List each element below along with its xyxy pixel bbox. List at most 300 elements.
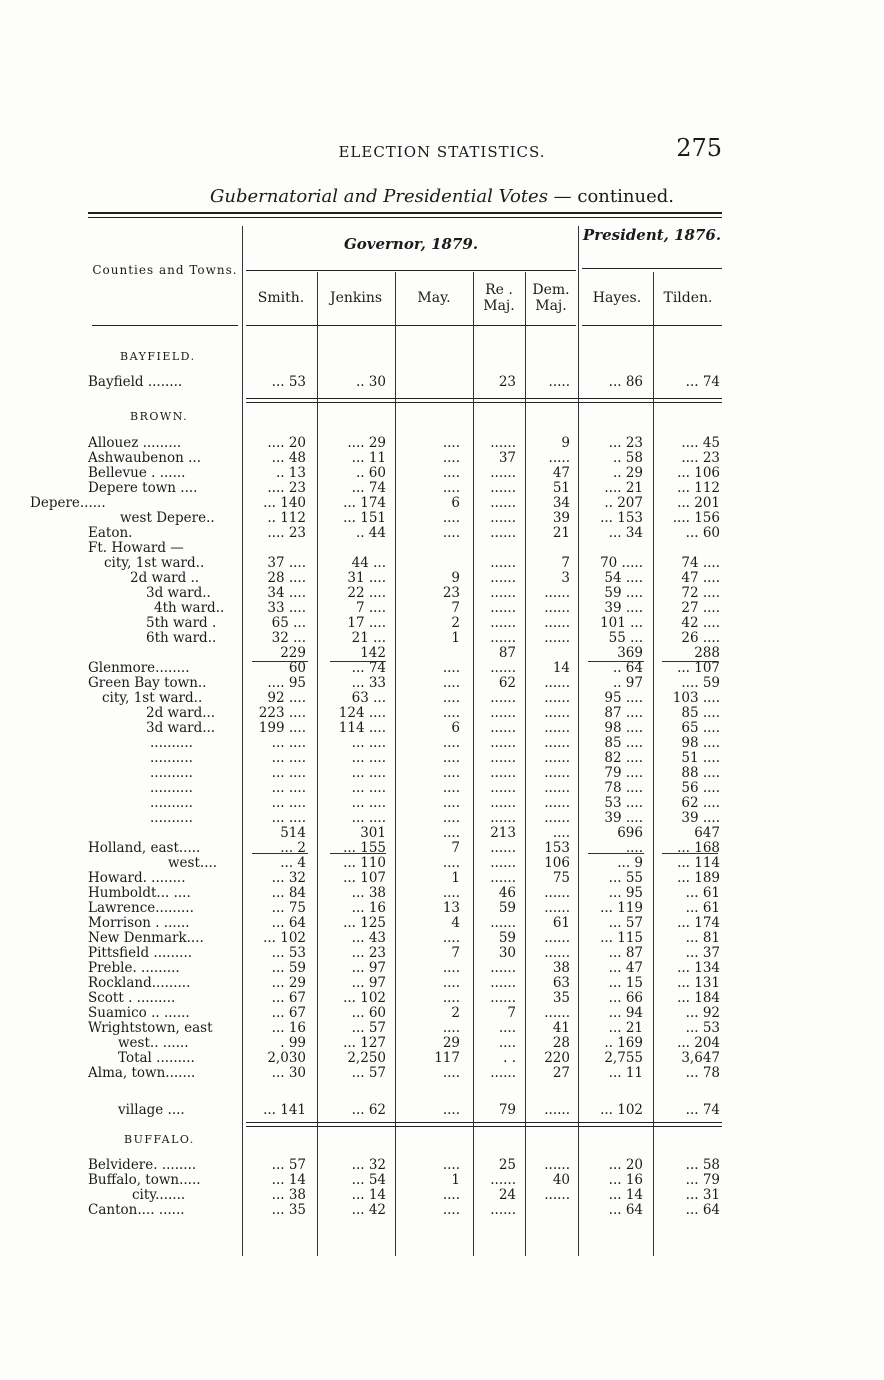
table-row — [0, 466, 884, 481]
cell-tilden: ... 174 — [677, 915, 720, 931]
cell-dem: 27 — [552, 1065, 570, 1081]
row-label: Alma, town....... — [88, 1065, 196, 1081]
cell-dem: ...... — [544, 930, 570, 946]
col-header-governor: Governor, 1879. — [343, 235, 479, 253]
cell-jenkins: 17 .... — [347, 615, 386, 631]
cell-hayes: ... 14 — [608, 1187, 643, 1203]
cell-tilden: ... 79 — [685, 1172, 720, 1188]
col-header-smith: Smith. — [257, 290, 305, 306]
cell-jenkins: ... 127 — [343, 1035, 386, 1051]
cell-tilden: ... 184 — [677, 990, 720, 1006]
cell-may: 2 — [451, 615, 460, 631]
cell-rep: ...... — [490, 750, 516, 766]
cell-dem: ...... — [544, 765, 570, 781]
cell-smith: ... 4 — [280, 855, 306, 871]
cell-may: 29 — [442, 1035, 460, 1051]
cell-rep: ...... — [490, 720, 516, 736]
table-row — [0, 1006, 884, 1021]
cell-may: .... — [442, 1202, 460, 1218]
cell-tilden: ... 106 — [677, 465, 720, 481]
cell-may: 23 — [442, 585, 460, 601]
cell-may: .... — [442, 675, 460, 691]
table-subtitle — [0, 186, 884, 207]
cell-hayes: ... 87 — [608, 945, 643, 961]
cell-smith: ... 59 — [271, 960, 306, 976]
cell-rep: ...... — [490, 525, 516, 541]
cell-jenkins: ... 97 — [351, 960, 386, 976]
row-label: Howard. ........ — [88, 870, 186, 886]
cell-may: 6 — [451, 720, 460, 736]
cell-may: 1 — [451, 1172, 460, 1188]
cell-rep: ...... — [490, 780, 516, 796]
cell-tilden: 47 .... — [681, 570, 720, 586]
cell-tilden: 56 .... — [681, 780, 720, 796]
row-label: 2d ward .. — [130, 570, 200, 586]
cell-tilden: ... 31 — [685, 1187, 720, 1203]
row-label: Morrison . ...... — [88, 915, 190, 931]
table-row — [0, 601, 884, 616]
row-label: city, 1st ward.. — [104, 555, 205, 571]
cell-jenkins: ... 174 — [343, 495, 386, 511]
cell-hayes: ... 21 — [608, 1020, 643, 1036]
table-row — [0, 916, 884, 931]
cell-hayes: 87 .... — [604, 705, 643, 721]
col-header-hayes: Hayes. — [592, 290, 642, 306]
table-row — [0, 375, 884, 390]
cell-smith: 32 ... — [271, 630, 306, 646]
table-row — [0, 841, 884, 856]
cell-rep: ...... — [490, 480, 516, 496]
cell-hayes: ... 34 — [608, 525, 643, 541]
cell-hayes: 369 — [617, 645, 643, 661]
cell-smith: ... 64 — [271, 915, 306, 931]
cell-tilden: ... 112 — [677, 480, 720, 496]
cell-jenkins: 63 ... — [351, 690, 386, 706]
table-row — [0, 541, 884, 556]
cell-jenkins: ... .... — [351, 750, 386, 766]
cell-hayes: ... 115 — [600, 930, 643, 946]
cell-jenkins: 21 ... — [351, 630, 386, 646]
cell-may: .... — [442, 705, 460, 721]
top-rule — [88, 212, 722, 214]
table-row — [0, 646, 884, 661]
cell-dem: ...... — [544, 720, 570, 736]
cell-smith: 229 — [280, 645, 306, 661]
cell-hayes: ... 95 — [608, 885, 643, 901]
subtitle-continued: — continued. — [553, 186, 674, 207]
cell-dem: ...... — [544, 690, 570, 706]
cell-tilden: ... 37 — [685, 945, 720, 961]
cell-jenkins: .... 29 — [347, 435, 386, 451]
row-label: Depere town .... — [88, 480, 198, 496]
table-row — [0, 1203, 884, 1218]
cell-tilden: .... 23 — [681, 450, 720, 466]
cell-jenkins: ... 74 — [351, 660, 386, 676]
cell-smith: ... 35 — [271, 1202, 306, 1218]
cell-hayes: 2,755 — [604, 1050, 643, 1066]
page-number: 275 — [676, 134, 722, 162]
cell-dem: 28 — [552, 1035, 570, 1051]
total-rule-2 — [246, 1126, 722, 1127]
cell-tilden: 88 .... — [681, 765, 720, 781]
cell-dem: 34 — [552, 495, 570, 511]
cell-smith: 60 — [288, 660, 306, 676]
cell-jenkins: ... .... — [351, 735, 386, 751]
row-label: Pittsfield ......... — [88, 945, 193, 961]
cell-tilden: ... 114 — [677, 855, 720, 871]
cell-may: 9 — [451, 570, 460, 586]
cell-hayes: .... — [625, 840, 643, 856]
cell-rep: ...... — [490, 570, 516, 586]
row-label: west.... — [168, 855, 218, 871]
table-row — [0, 1021, 884, 1036]
cell-smith: 514 — [280, 825, 306, 841]
cell-tilden: 98 .... — [681, 735, 720, 751]
col-header-president: President, 1876. — [582, 226, 722, 244]
cell-jenkins: ... 57 — [351, 1065, 386, 1081]
bayfield-rule — [246, 398, 722, 399]
cell-rep: ...... — [490, 615, 516, 631]
cell-hayes: ... 11 — [608, 1065, 643, 1081]
header-rule-president — [582, 325, 722, 326]
cell-dem: 47 — [552, 465, 570, 481]
cell-tilden: ... 81 — [685, 930, 720, 946]
cell-tilden: 65 .... — [681, 720, 720, 736]
row-label: .......... — [150, 735, 193, 751]
cell-dem: 153 — [544, 840, 570, 856]
col-header-dem-maj: Dem. Maj. — [532, 282, 570, 314]
cell-hayes: ... 119 — [600, 900, 643, 916]
cell-tilden: ... 74 — [685, 1102, 720, 1118]
cell-hayes: 82 .... — [604, 750, 643, 766]
cell-jenkins: .. 30 — [355, 374, 386, 390]
col-header-jenkins: Jenkins — [329, 290, 383, 306]
cell-smith: 34 .... — [267, 585, 306, 601]
cell-may: .... — [442, 795, 460, 811]
cell-tilden: 74 .... — [681, 555, 720, 571]
cell-rep: 59 — [498, 930, 516, 946]
cell-hayes: ... 57 — [608, 915, 643, 931]
cell-rep: .... — [498, 1035, 516, 1051]
cell-dem: ...... — [544, 900, 570, 916]
row-label: 3d ward... — [146, 720, 216, 736]
row-label: Rockland......... — [88, 975, 191, 991]
row-label: .......... — [150, 780, 193, 796]
cell-smith: 92 .... — [267, 690, 306, 706]
cell-may: .... — [442, 1102, 460, 1118]
cell-rep: ...... — [490, 705, 516, 721]
cell-may: .... — [442, 1020, 460, 1036]
cell-tilden: ... 201 — [677, 495, 720, 511]
cell-jenkins: ... 32 — [351, 1157, 386, 1173]
cell-hayes: .. 64 — [612, 660, 643, 676]
row-label: Ft. Howard — — [88, 540, 184, 556]
table-row — [0, 886, 884, 901]
cell-dem: ...... — [544, 750, 570, 766]
cell-may: .... — [442, 735, 460, 751]
cell-rep: ...... — [490, 690, 516, 706]
table-row — [0, 691, 884, 706]
cell-smith: ... .... — [271, 735, 306, 751]
table-row — [0, 1158, 884, 1173]
cell-hayes: 39 .... — [604, 810, 643, 826]
cell-smith: .. 13 — [275, 465, 306, 481]
cell-may: .... — [442, 1187, 460, 1203]
cell-tilden: ... 204 — [677, 1035, 720, 1051]
cell-may: .... — [442, 480, 460, 496]
cell-may: 4 — [451, 915, 460, 931]
cell-may: .... — [442, 810, 460, 826]
cell-tilden: 72 .... — [681, 585, 720, 601]
table-row — [0, 1103, 884, 1118]
cell-dem: 41 — [552, 1020, 570, 1036]
cell-dem: ...... — [544, 1102, 570, 1118]
cell-jenkins: ... 97 — [351, 975, 386, 991]
cell-dem: ..... — [548, 374, 570, 390]
row-label: Holland, east..... — [88, 840, 201, 856]
cell-dem: ...... — [544, 1005, 570, 1021]
cell-hayes: .. 169 — [604, 1035, 643, 1051]
section-brown: BROWN. — [130, 410, 189, 423]
cell-may: .... — [442, 1065, 460, 1081]
row-label: Lawrence......... — [88, 900, 194, 916]
cell-jenkins: .. 44 — [355, 525, 386, 541]
cell-jenkins: ... 33 — [351, 675, 386, 691]
table-row — [0, 631, 884, 646]
cell-smith: 223 .... — [258, 705, 306, 721]
bayfield-rule-2 — [246, 402, 722, 403]
table-row — [0, 976, 884, 991]
row-label: Allouez ......... — [88, 435, 182, 451]
cell-hayes: 696 — [617, 825, 643, 841]
cell-tilden: 39 .... — [681, 810, 720, 826]
cell-rep: ...... — [490, 840, 516, 856]
cell-rep: ...... — [490, 510, 516, 526]
row-label: 2d ward... — [146, 705, 216, 721]
cell-hayes: ... 64 — [608, 1202, 643, 1218]
row-label: Bellevue . ...... — [88, 465, 186, 481]
cell-smith: ... 16 — [271, 1020, 306, 1036]
cell-dem: ...... — [544, 780, 570, 796]
cell-smith: 2,030 — [267, 1050, 306, 1066]
cell-may: 6 — [451, 495, 460, 511]
cell-may: .... — [442, 975, 460, 991]
cell-rep: 7 — [507, 1005, 516, 1021]
row-label: New Denmark.... — [88, 930, 204, 946]
cell-dem: ...... — [544, 810, 570, 826]
cell-rep: ...... — [490, 555, 516, 571]
cell-hayes: 95 .... — [604, 690, 643, 706]
cell-rep: ...... — [490, 975, 516, 991]
cell-jenkins: ... 42 — [351, 1202, 386, 1218]
cell-tilden: ... 64 — [685, 1202, 720, 1218]
cell-jenkins: ... .... — [351, 780, 386, 796]
cell-smith: ... .... — [271, 795, 306, 811]
row-label: .......... — [150, 795, 193, 811]
cell-smith: 33 .... — [267, 600, 306, 616]
table-row — [0, 871, 884, 886]
table-row — [0, 586, 884, 601]
row-label: village .... — [118, 1102, 185, 1118]
governor-rule — [246, 270, 576, 271]
cell-may: .... — [442, 765, 460, 781]
cell-dem: 14 — [552, 660, 570, 676]
col-header-may: May. — [417, 290, 451, 306]
cell-may: .... — [442, 465, 460, 481]
cell-smith: ... 38 — [271, 1187, 306, 1203]
cell-dem: ...... — [544, 1157, 570, 1173]
cell-may: .... — [442, 750, 460, 766]
cell-dem: 106 — [544, 855, 570, 871]
cell-smith: .. 112 — [267, 510, 306, 526]
cell-jenkins: ... 60 — [351, 1005, 386, 1021]
cell-dem: ...... — [544, 600, 570, 616]
cell-jenkins: 2,250 — [347, 1050, 386, 1066]
cell-smith: ... 30 — [271, 1065, 306, 1081]
cell-tilden: 85 .... — [681, 705, 720, 721]
cell-tilden: ... 60 — [685, 525, 720, 541]
cell-jenkins: ... 16 — [351, 900, 386, 916]
cell-smith: ... 53 — [271, 945, 306, 961]
cell-tilden: ... 53 — [685, 1020, 720, 1036]
cell-hayes: ... 66 — [608, 990, 643, 1006]
row-label: Suamico .. ...... — [88, 1005, 190, 1021]
table-row — [0, 811, 884, 826]
cell-smith: ... .... — [271, 810, 306, 826]
cell-hayes: 70 ..... — [600, 555, 643, 571]
cell-smith: 65 ... — [271, 615, 306, 631]
cell-hayes: ... 23 — [608, 435, 643, 451]
cell-smith: 28 .... — [267, 570, 306, 586]
cell-hayes: ... 55 — [608, 870, 643, 886]
cell-rep: ...... — [490, 765, 516, 781]
cell-may: 117 — [434, 1050, 460, 1066]
cell-smith: ... 53 — [271, 374, 306, 390]
row-label: 5th ward . — [146, 615, 217, 631]
cell-dem: ...... — [544, 585, 570, 601]
cell-tilden: .... 59 — [681, 675, 720, 691]
table-row — [0, 736, 884, 751]
cell-tilden: ... 61 — [685, 900, 720, 916]
cell-tilden: 62 .... — [681, 795, 720, 811]
cell-rep: ...... — [490, 960, 516, 976]
cell-rep: 24 — [498, 1187, 516, 1203]
col-header-tilden: Tilden. — [663, 290, 713, 306]
cell-tilden: ... 134 — [677, 960, 720, 976]
cell-jenkins: ... 62 — [351, 1102, 386, 1118]
cell-rep: . . — [503, 1050, 516, 1066]
cell-jenkins: ... 43 — [351, 930, 386, 946]
table-row — [0, 511, 884, 526]
cell-jenkins: ... 23 — [351, 945, 386, 961]
table-row — [0, 556, 884, 571]
cell-may: 7 — [451, 945, 460, 961]
cell-rep: ...... — [490, 1202, 516, 1218]
cell-jenkins: ... 14 — [351, 1187, 386, 1203]
cell-rep: ...... — [490, 435, 516, 451]
cell-rep: ...... — [490, 1065, 516, 1081]
table-row — [0, 1051, 884, 1066]
cell-dem: 38 — [552, 960, 570, 976]
cell-dem: ...... — [544, 885, 570, 901]
cell-may: 7 — [451, 600, 460, 616]
running-header: ELECTION STATISTICS. — [338, 143, 546, 161]
row-label: Bayfield ........ — [88, 374, 183, 390]
table-row — [0, 571, 884, 586]
cell-jenkins: 142 — [360, 645, 386, 661]
cell-hayes: ... 94 — [608, 1005, 643, 1021]
table-row — [0, 616, 884, 631]
cell-hayes: ... 102 — [600, 1102, 643, 1118]
cell-hayes: 55 ... — [608, 630, 643, 646]
row-label: Scott . ......... — [88, 990, 176, 1006]
cell-may: .... — [442, 510, 460, 526]
row-label: Belvidere. ........ — [88, 1157, 197, 1173]
cell-may: .... — [442, 780, 460, 796]
total-rule — [246, 1122, 722, 1123]
cell-smith: . 99 — [280, 1035, 306, 1051]
cell-smith: .... 23 — [267, 525, 306, 541]
cell-may: .... — [442, 435, 460, 451]
cell-hayes: ... 9 — [617, 855, 643, 871]
cell-tilden: ... 131 — [677, 975, 720, 991]
cell-jenkins: 114 .... — [338, 720, 386, 736]
cell-dem: 75 — [552, 870, 570, 886]
cell-tilden: ... 189 — [677, 870, 720, 886]
cell-hayes: ... 15 — [608, 975, 643, 991]
cell-rep: ...... — [490, 600, 516, 616]
cell-jenkins: 7 .... — [355, 600, 386, 616]
row-label: Humboldt... .... — [88, 885, 191, 901]
row-label: city, 1st ward.. — [102, 690, 203, 706]
table-row — [0, 436, 884, 451]
table-row — [0, 1188, 884, 1203]
cell-rep: ...... — [490, 630, 516, 646]
cell-hayes: ... 153 — [600, 510, 643, 526]
cell-smith: ... 67 — [271, 990, 306, 1006]
row-label: city....... — [132, 1187, 186, 1203]
cell-smith: ... 14 — [271, 1172, 306, 1188]
cell-smith: ... 2 — [280, 840, 306, 856]
cell-dem: ...... — [544, 795, 570, 811]
row-label: Preble. ......... — [88, 960, 180, 976]
table-row — [0, 721, 884, 736]
cell-tilden: 26 .... — [681, 630, 720, 646]
row-label: Canton.... ...... — [88, 1202, 185, 1218]
table-row — [0, 781, 884, 796]
cell-smith: ... .... — [271, 750, 306, 766]
cell-smith: 37 .... — [267, 555, 306, 571]
col-header-rep-maj: Re . Maj. — [483, 282, 515, 314]
cell-hayes: 101 ... — [600, 615, 643, 631]
president-rule — [582, 268, 722, 269]
cell-dem: ...... — [544, 705, 570, 721]
cell-dem: 61 — [552, 915, 570, 931]
cell-smith: ... 57 — [271, 1157, 306, 1173]
cell-rep: 87 — [498, 645, 516, 661]
row-label: Depere...... — [30, 495, 106, 511]
cell-dem: ...... — [544, 615, 570, 631]
row-label: Total ......... — [118, 1050, 195, 1066]
cell-jenkins: ... .... — [351, 810, 386, 826]
row-label: Wrightstown, east — [88, 1020, 213, 1036]
cell-jenkins: ... 57 — [351, 1020, 386, 1036]
table-row — [0, 526, 884, 541]
cell-jenkins: 22 .... — [347, 585, 386, 601]
cell-tilden: 103 .... — [672, 690, 720, 706]
cell-jenkins: 31 .... — [347, 570, 386, 586]
cell-may: 7 — [451, 840, 460, 856]
